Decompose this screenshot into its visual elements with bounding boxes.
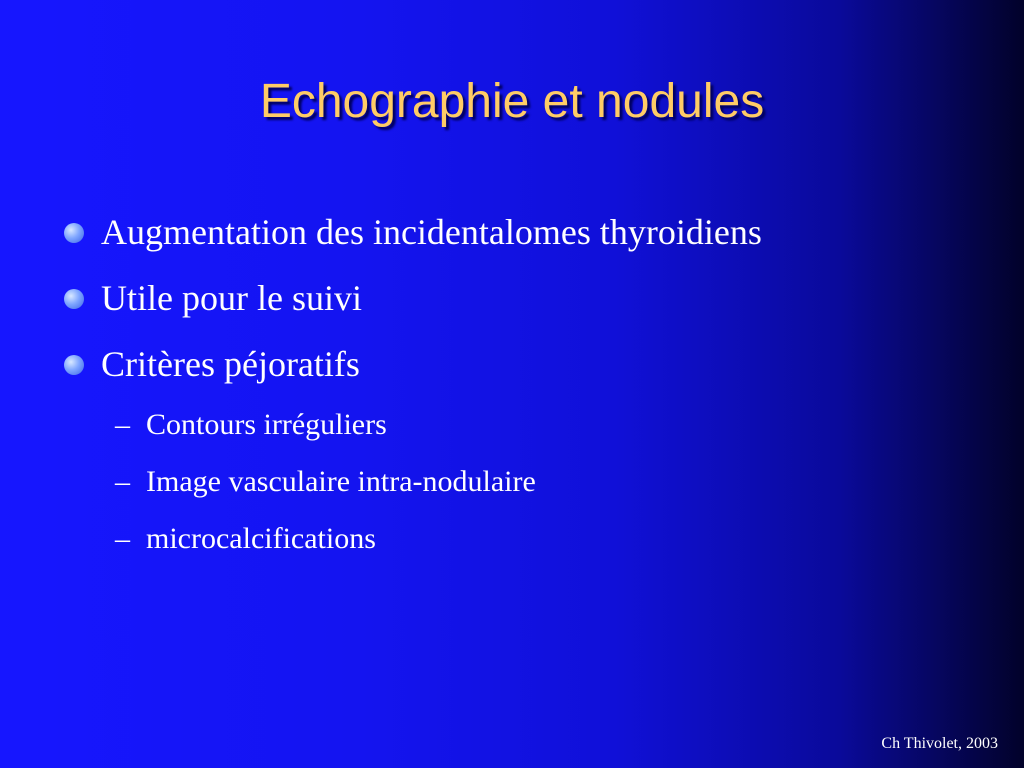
bullet-dot-icon <box>64 355 84 375</box>
bullet-text: Utile pour le suivi <box>101 278 362 318</box>
sub-bullet-item <box>64 458 762 515</box>
sub-bullet-item <box>64 515 762 572</box>
bullet-text: Augmentation des incidentalomes thyroidiens <box>101 212 762 252</box>
bullet-item <box>64 269 762 335</box>
dash-icon: – <box>115 408 130 441</box>
sub-bullet-text: Image vasculaire intra-nodulaire <box>146 465 536 498</box>
dash-icon: – <box>115 465 130 498</box>
bullet-item <box>64 203 762 269</box>
sub-bullet-group <box>64 401 762 572</box>
bullet-list <box>64 203 762 572</box>
bullet-dot-icon <box>64 223 84 243</box>
sub-bullet-text: microcalcifications <box>146 522 376 555</box>
sub-bullet-list <box>64 401 762 572</box>
bullet-item <box>64 335 762 401</box>
bullet-text: Critères péjoratifs <box>101 344 360 384</box>
sub-bullet-text: Contours irréguliers <box>146 408 387 441</box>
bullet-dot-icon <box>64 289 84 309</box>
dash-icon: – <box>115 522 130 555</box>
slide-footer: Ch Thivolet, 2003 <box>881 735 998 752</box>
slide-title: Echographie et nodules <box>259 75 765 128</box>
sub-bullet-item <box>64 401 762 458</box>
